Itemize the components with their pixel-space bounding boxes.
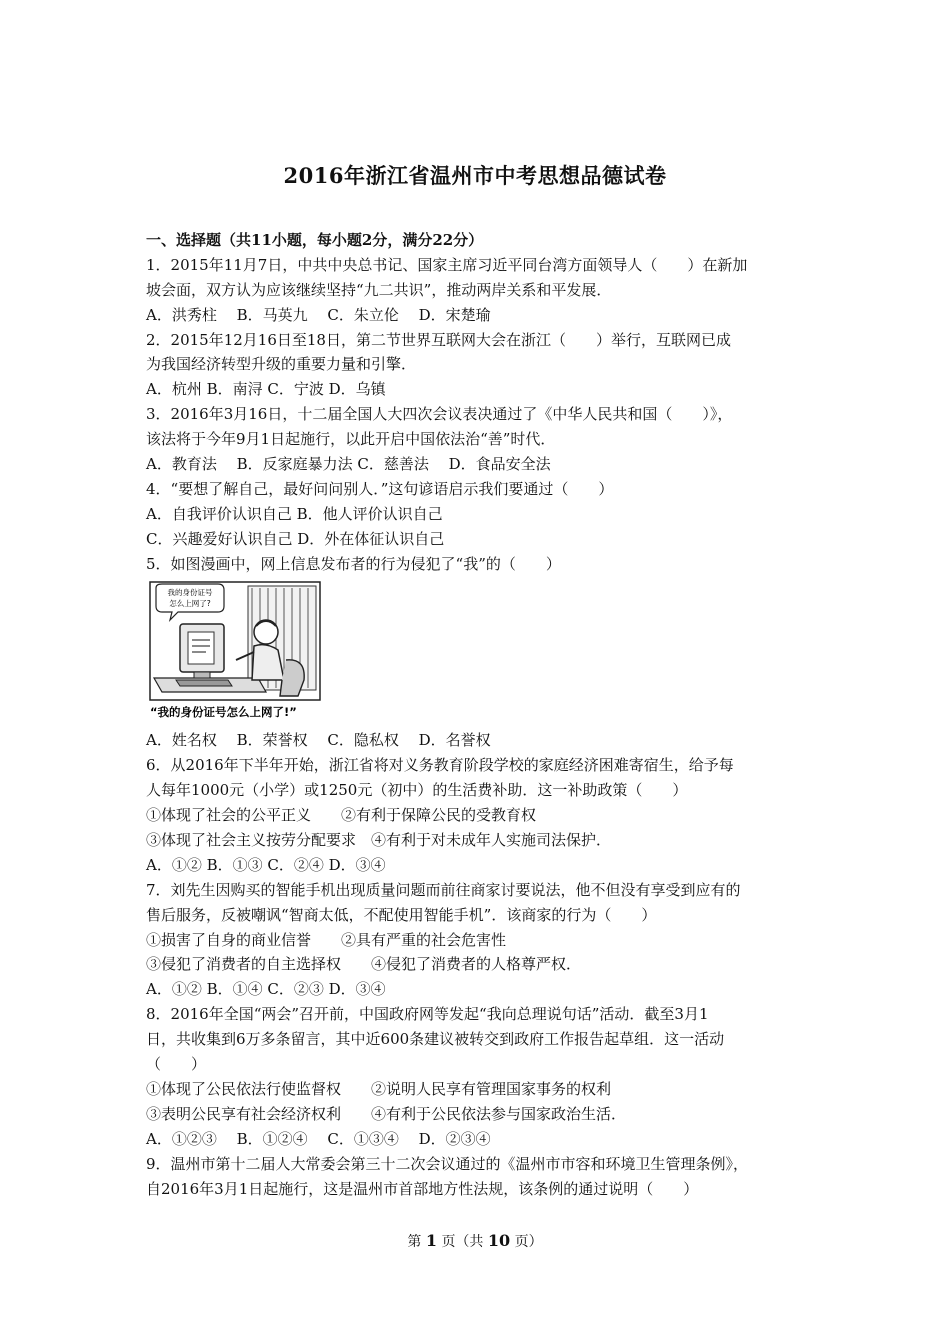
text-line: ①体现了公民依法行使监督权 ②说明人民享有管理国家事务的权利 — [146, 1079, 612, 1098]
page-footer — [0, 1231, 950, 1251]
text-line: ③体现了社会主义按劳分配要求 ④有利于对未成年人实施司法保护． — [146, 831, 612, 850]
text-line: A．①② B．①③ C．②④ D．③④ — [146, 855, 386, 874]
footer-page-number: 1 — [425, 1231, 437, 1250]
text-line: 9．温州市第十二届人大常委会第三十二次会议通过的《温州市市容和环境卫生管理条例》， — [146, 1154, 749, 1173]
speech-bubble-line-2: 怎么上网了? — [169, 599, 211, 609]
footer-total-pages: 10 — [487, 1231, 511, 1250]
text-line: A．自我评价认识自己 B．他人评价认识自己 — [146, 504, 443, 523]
text-line: 2．2015年12月16日至18日，第二节世界互联网大会在浙江（ ）举行，互联网已成 — [146, 330, 731, 349]
text-line: ③侵犯了消费者的自主选择权 ④侵犯了消费者的人格尊严权． — [146, 955, 582, 974]
text-line: 售后服务，反被嘲讽“智商太低，不配使用智能手机”．该商家的行为（ ） — [146, 905, 657, 924]
text-line: ③表明公民享有社会经济权利 ④有利于公民依法参与国家政治生活． — [146, 1104, 627, 1123]
text-line: 日，共收集到6万多条留言，其中近600条建议被转交到政府工作报告起草组．这一活动 — [146, 1030, 725, 1049]
speech-bubble-line-1: 我的身份证号 — [167, 588, 213, 598]
text-line: A．教育法 B．反家庭暴力法 C．慈善法 D．食品安全法 — [146, 455, 551, 474]
exam-content — [146, 228, 816, 1201]
text-line: 为我国经济转型升级的重要力量和引擎． — [146, 355, 417, 374]
text-line: 6．从2016年下半年开始，浙江省将对义务教育阶段学校的家庭经济困难寄宿生，给予每 — [146, 756, 734, 775]
footer-prefix: 第 — [407, 1234, 422, 1250]
text-line: A．姓名权 B．荣誉权 C．隐私权 D．名誉权 — [146, 731, 491, 750]
text-line: 5．如图漫画中，网上信息发布者的行为侵犯了“我”的（ ） — [146, 554, 561, 573]
section-heading: 一、选择题（共11小题，每小题2分，满分22分） — [146, 231, 484, 249]
text-line: 1．2015年11月7日，中共中央总书记、国家主席习近平同台湾方面领导人（ ）在新加 — [146, 255, 748, 274]
figure-caption: “我的身份证号怎么上网了!” — [150, 705, 297, 720]
text-line: ①损害了自身的商业信誉 ②具有严重的社会危害性 — [146, 930, 507, 949]
question-lines — [146, 253, 816, 577]
text-line: C．兴趣爱好认识自己 D．外在体征认识自己 — [146, 529, 445, 548]
page-title: 2016年浙江省温州市中考思想品德试卷 — [283, 163, 667, 188]
cartoon-illustration — [148, 580, 360, 720]
text-line: 7．刘先生因购买的智能手机出现质量问题而前往商家讨要说法，他不但没有享受到应有的 — [146, 880, 741, 899]
text-line: A．①② B．①④ C．②③ D．③④ — [146, 980, 386, 999]
text-line: 人每年1000元（小学）或1250元（初中）的生活费补助．这一补助政策（ ） — [146, 781, 688, 800]
keyboard — [176, 680, 232, 686]
text-line: 8．2016年全国“两会”召开前，中国政府网等发起“我向总理说句话”活动．截至3月1 — [146, 1005, 709, 1024]
text-line: 坡会面，双方认为应该继续坚持“九二共识”，推动两岸关系和平发展． — [146, 280, 612, 299]
question-lines-continued — [146, 728, 816, 1201]
footer-suffix: 页） — [514, 1234, 543, 1250]
text-line: ①体现了社会的公平正义 ②有利于保障公民的受教育权 — [146, 806, 537, 825]
monitor-stand — [194, 672, 210, 678]
text-line: A．洪秀柱 B．马英九 C．朱立伦 D．宋楚瑜 — [146, 305, 491, 324]
text-line: A．①②③ B．①②④ C．①③④ D．②③④ — [146, 1129, 491, 1148]
footer-middle: 页（共 — [441, 1234, 484, 1250]
monitor-screen — [188, 632, 214, 664]
text-line: 自2016年3月1日起施行，这是温州市首部地方性法规，该条例的通过说明（ ） — [146, 1179, 699, 1198]
text-line: 3．2016年3月16日，十二届全国人大四次会议表决通过了《中华人民共和国（ ）》， — [146, 405, 733, 424]
text-line: （ ） — [146, 1055, 207, 1074]
cartoon-figure — [148, 580, 360, 720]
text-line: 该法将于今年9月1日起施行，以此开启中国依法治“善”时代． — [146, 430, 556, 449]
text-line: A．杭州 B．南浔 C．宁波 D．乌镇 — [146, 380, 386, 399]
text-line: 4．“要想了解自己，最好问问别人．”这句谚语启示我们要通过（ ） — [146, 479, 614, 498]
